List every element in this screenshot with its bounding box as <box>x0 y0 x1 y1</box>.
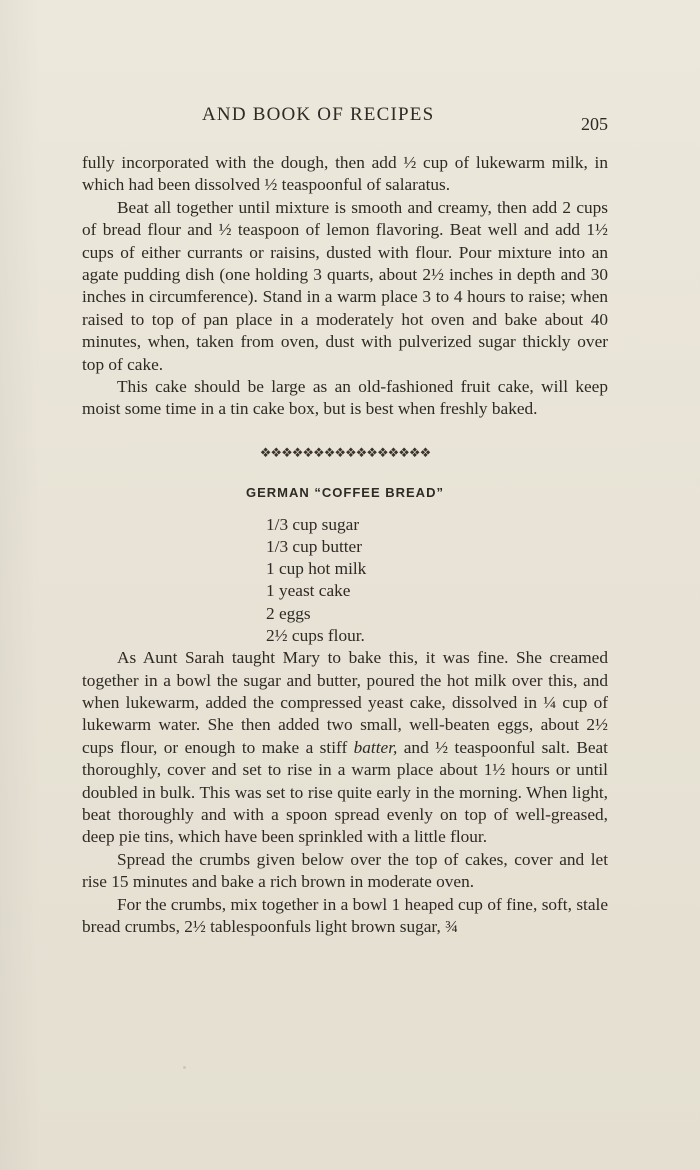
paragraph-method: Beat all together until mixture is smooth and creamy, then add 2 cups of bread flour and ½ teaspoon of lemon flavoring. Beat well and add 1½ cups of either currants or raisins, dusted with flour. Pour mixture into an agate pudding dish (one holding 3 quarts, about 2½ inches in depth and 30 inches in circumference). Stand in a warm place 3 to 4 hours to raise; when raised to top of pan place in a moderately hot oven and bake about 40 minutes, when, taken from oven, dust with pulverized sugar thickly over top of cake. <box>82 197 608 374</box>
paragraph-note: This cake should be large as an old-fashioned fruit cake, will keep moist some time in a tin cake box, but is best when freshly baked. <box>82 377 608 419</box>
ingredient-list <box>82 514 608 647</box>
ingredient-item: 1/3 cup butter <box>266 537 362 557</box>
paragraph-crumbs-recipe: For the crumbs, mix together in a bowl 1 heaped cup of fine, soft, stale bread crumbs, 2½ tablespoonfuls light brown sugar, ¾ <box>82 894 608 936</box>
ingredient-item: 1 cup hot milk <box>266 559 367 579</box>
ingredient-item: 1 yeast cake <box>266 581 351 601</box>
paragraph-instructions <box>82 647 608 849</box>
running-head: AND BOOK OF RECIPES <box>202 104 435 125</box>
paper-speck <box>183 1066 186 1069</box>
ingredient-item: 2½ cups flour. <box>266 625 365 645</box>
instructions-text-end: and ½ teaspoonful salt. Beat thoroughly, cover and set to rise in a warm place about 1½ hours or until doubled in bulk. This was set to rise quite early in the morning. When light, beat thoroughly and with a spoon spread evenly on top of well-greased, deep pie tins, which have been sprinkled with a little flour. <box>82 737 608 847</box>
instructions-emphasis: batter, <box>353 737 398 757</box>
paragraph-continued: fully incorporated with the dough, then add ½ cup of lukewarm milk, in which had been dissolved ½ teaspoonful of salaratus. <box>82 153 608 195</box>
page-body <box>82 152 608 938</box>
ingredient-item: 1/3 cup sugar <box>266 514 360 534</box>
ingredient-item: 2 eggs <box>266 603 311 623</box>
recipe-title: GERMAN “COFFEE BREAD” <box>246 484 444 500</box>
page-shading <box>0 0 40 1170</box>
page-header <box>82 104 608 134</box>
page-number: 205 <box>581 114 608 134</box>
paragraph-crumbs-spread: Spread the crumbs given below over the top of cakes, cover and let rise 15 minutes and bake a rich brown in moderate oven. <box>82 849 608 892</box>
instructions-text-start: As Aunt Sarah taught Mary to bake this, it was fine. She creamed together in a bowl the sugar and butter, poured the hot milk over this, and when lukewarm, added the compressed yeast cake, dissolved in ¼ cup of lukewarm water. She then added two small, well-beaten eggs, about 2½ cups flour, or enough to make a stiff <box>82 648 608 757</box>
section-ornament: ❖❖❖❖❖❖❖❖❖❖❖❖❖❖❖❖ <box>259 444 431 460</box>
